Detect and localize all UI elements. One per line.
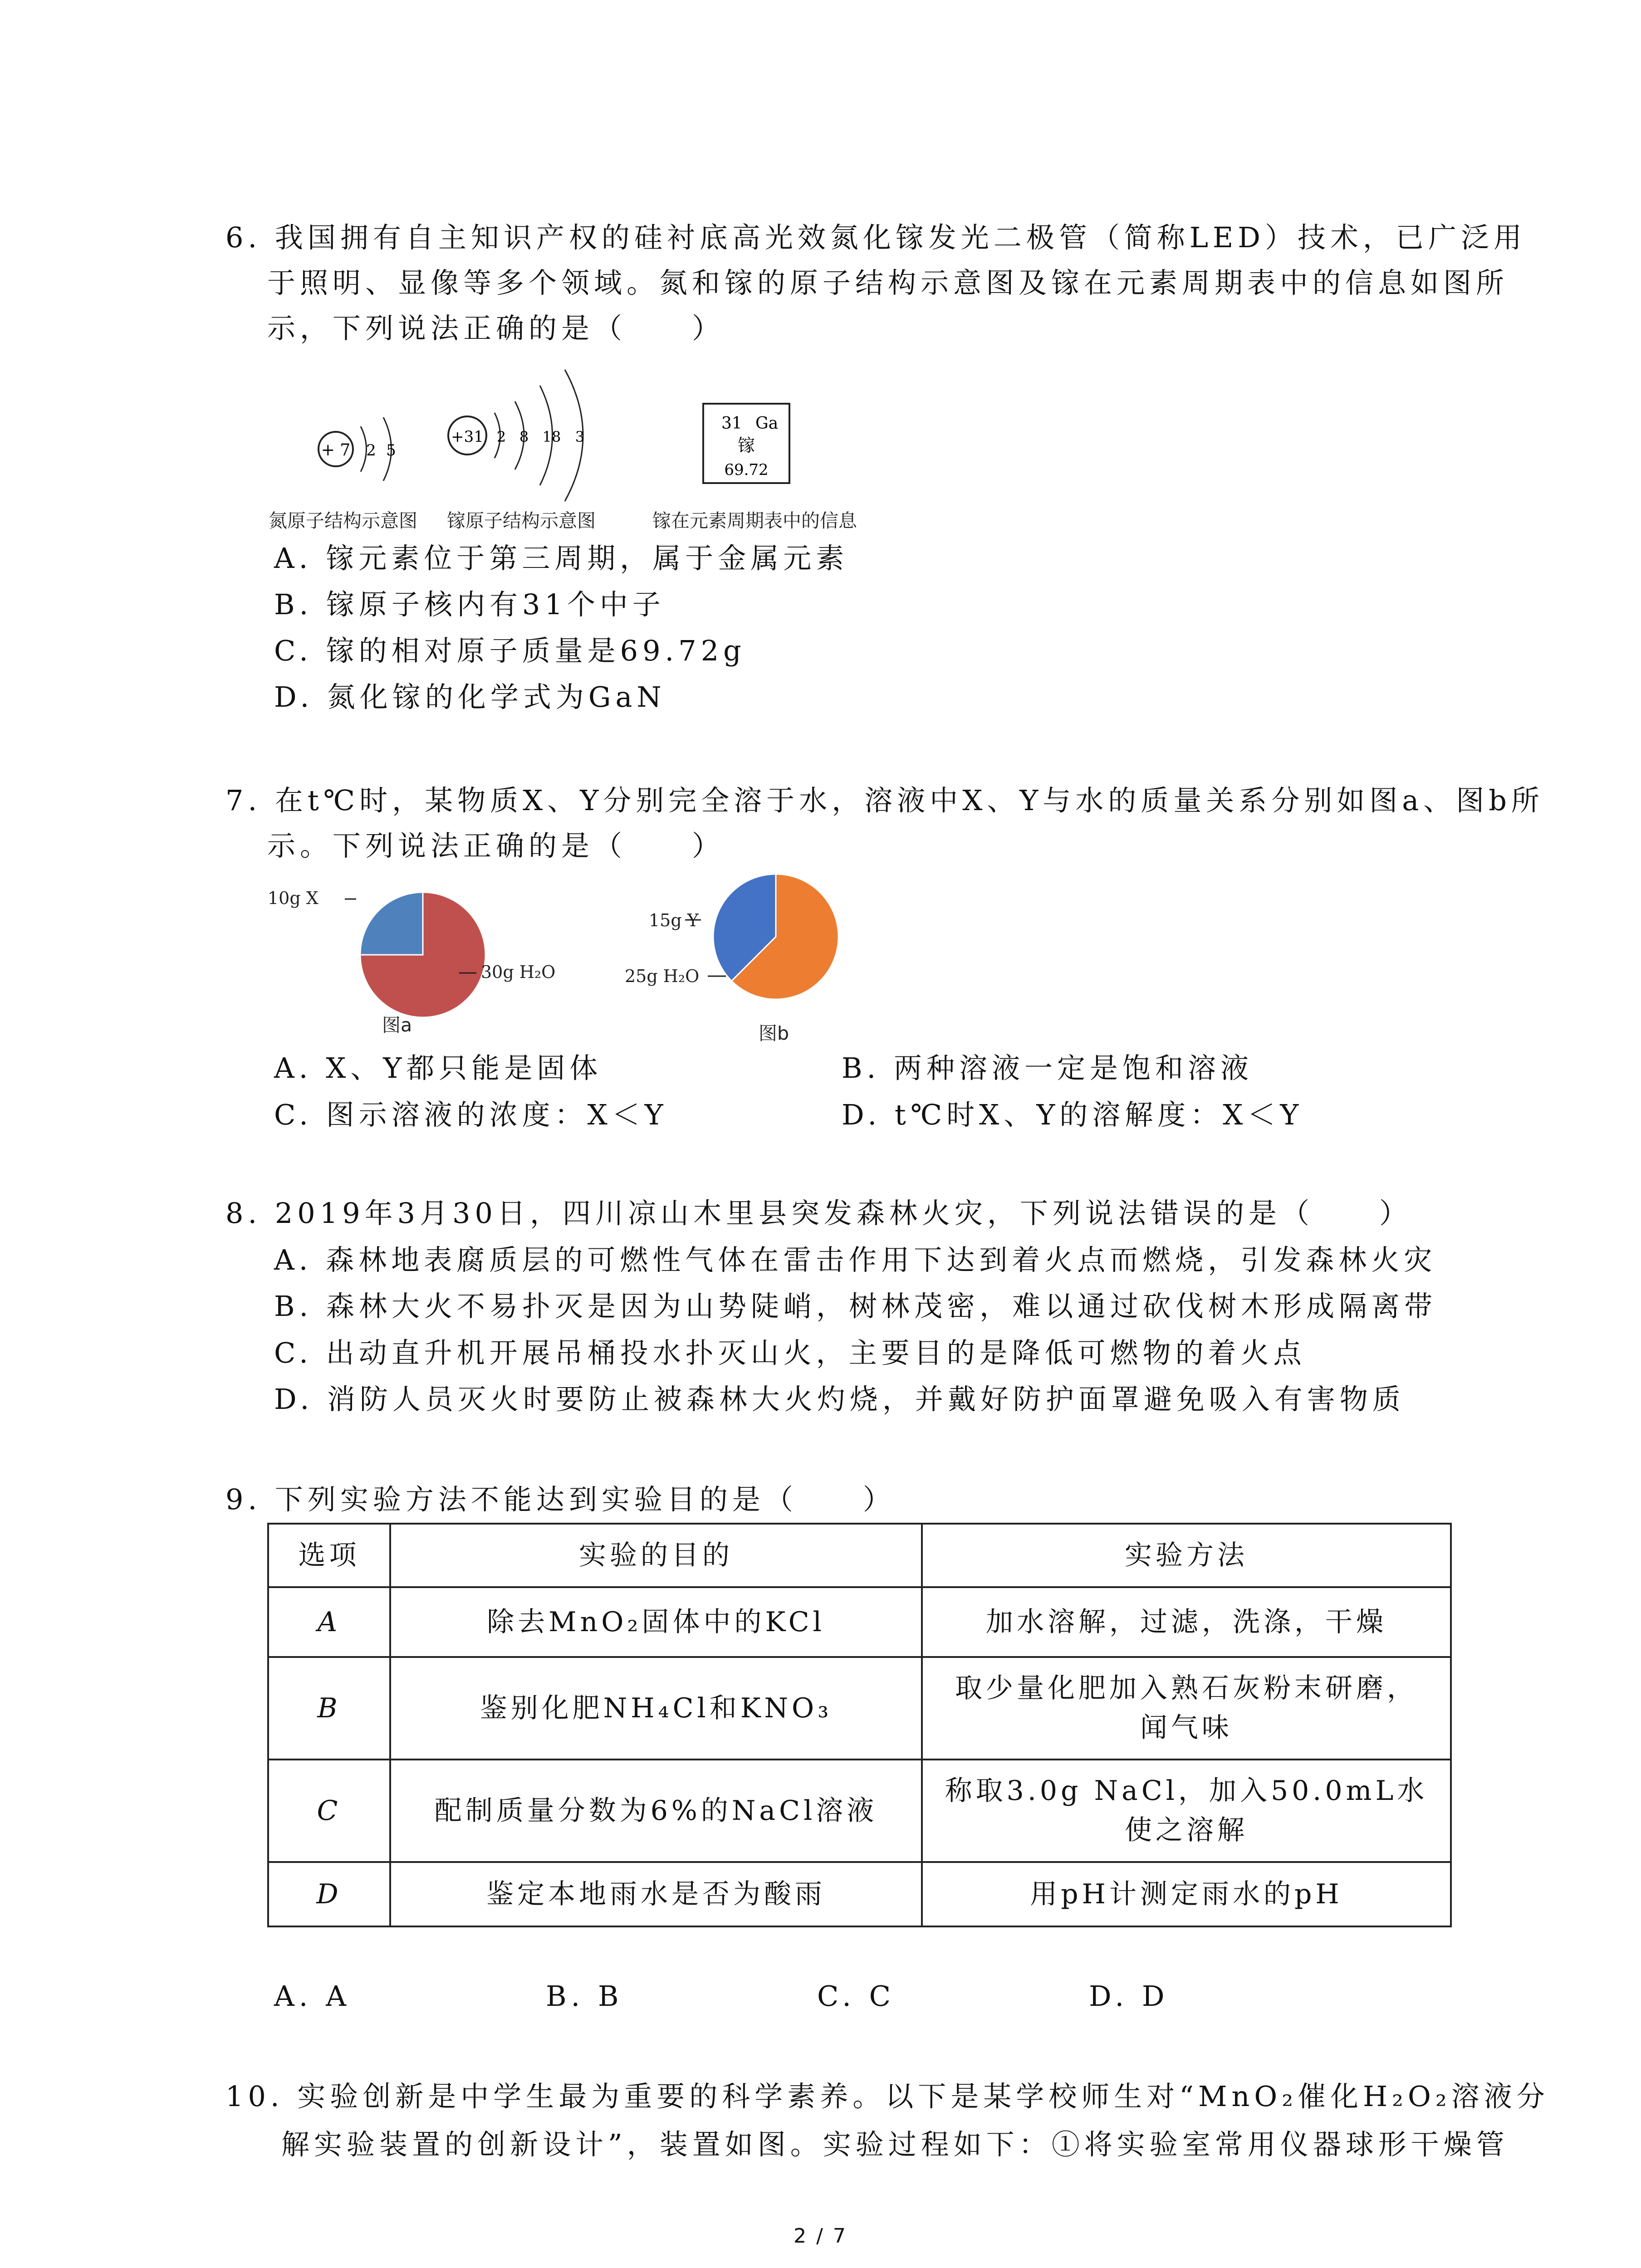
element-atomic-number: 31	[721, 414, 742, 433]
q9-row-c-method	[922, 1760, 1451, 1862]
nitrogen-nucleus-label: + 7	[321, 441, 351, 459]
element-name: 镓	[737, 435, 755, 455]
element-caption: 镓在元素周期表中的信息	[652, 510, 857, 532]
nitrogen-atom-diagram	[318, 417, 396, 481]
q8-option-d: D. 消防人员灭火时要防止被森林大火灼烧，并戴好防护面罩避免吸入有害物质	[274, 1383, 1405, 1416]
gallium-shell-count-1: 2	[496, 428, 506, 445]
q9-row-d-method	[922, 1862, 1451, 1926]
q10-stem-line-1: 10. 实验创新是中学生最为重要的科学素养。以下是某学校师生对“MnO₂催化H₂O₂溶液分	[225, 2080, 1549, 2113]
q9-row-a-method-line-1: 加水溶解，过滤，洗涤，干燥	[986, 1606, 1387, 1638]
gallium-caption: 镓原子结构示意图	[447, 510, 596, 532]
page-number: 2 / 7	[794, 2224, 847, 2248]
table-row	[268, 1862, 1451, 1926]
pie-a-caption: 图a	[382, 1014, 412, 1036]
q6-option-b: B. 镓原子核内有31个中子	[274, 588, 665, 621]
q7-option-c: C. 图示溶液的浓度：X＜Y	[274, 1098, 668, 1131]
gallium-element-cell	[703, 404, 789, 483]
nitrogen-shell-count-2: 5	[386, 441, 396, 459]
pie-a-label-water: 30g H₂O	[481, 962, 556, 982]
q8-option-a: A. 森林地表腐质层的可燃性气体在雷击作用下达到着火点而燃烧，引发森林火灾	[274, 1243, 1437, 1276]
table-row	[268, 1657, 1451, 1760]
q6-option-c: C. 镓的相对原子质量是69.72g	[274, 634, 746, 667]
pie-chart-b	[617, 871, 871, 1043]
q9-row-c-method-line-1: 称取3.0g NaCl，加入50.0mL水	[945, 1775, 1428, 1807]
q8-option-b: B. 森林大火不易扑灭是因为山势陡峭，树林茂密，难以通过砍伐树木形成隔离带	[274, 1290, 1437, 1323]
q9-row-d-method-line-1: 用pH计测定雨水的pH	[1030, 1878, 1343, 1910]
gallium-shell-count-2: 8	[519, 428, 529, 445]
q9-row-d-purpose: 鉴定本地雨水是否为酸雨	[390, 1862, 922, 1926]
gallium-shell-count-3: 18	[542, 428, 561, 445]
gallium-shell-count-4: 3	[575, 428, 585, 445]
q9-row-b-method-line-2: 闻气味	[1140, 1712, 1233, 1744]
pie-b-label-solute: 15g Y	[649, 910, 699, 930]
q9-row-a-method	[922, 1587, 1451, 1657]
q7-stem-line-2: 示。下列说法正确的是（ ）	[267, 829, 725, 862]
q9-option-d: D. D	[1089, 1980, 1169, 2013]
gallium-nucleus-label: +31	[451, 428, 484, 446]
element-atomic-mass: 69.72	[724, 461, 769, 479]
nitrogen-shell-1	[361, 426, 367, 472]
q7-stem-line-1: 7. 在t℃时，某物质X、Y分别完全溶于水，溶液中X、Y与水的质量关系分别如图a、图b所	[225, 784, 1544, 817]
q7-option-b: B. 两种溶液一定是饱和溶液	[842, 1051, 1253, 1085]
table-row	[268, 1760, 1451, 1862]
q9-table-header-row	[268, 1524, 1451, 1587]
pie-a-slice-solute	[360, 892, 423, 955]
q9-row-c-option: C	[268, 1760, 390, 1862]
q9-option-c: C. C	[817, 1980, 896, 2013]
q9-row-b-method	[922, 1657, 1451, 1760]
q6-option-d: D. 氮化镓的化学式为GaN	[274, 680, 666, 714]
gallium-atom-diagram	[448, 370, 584, 501]
q9-row-a-option: A	[268, 1587, 390, 1657]
q6-option-a: A. 镓元素位于第三周期，属于金属元素	[274, 542, 849, 575]
q9-row-c-method-line-2: 使之溶解	[1125, 1814, 1248, 1846]
q9-table	[267, 1523, 1452, 1927]
q8-stem: 8. 2019年3月30日，四川凉山木里县突发森林火灾，下列说法错误的是（ ）	[225, 1197, 1412, 1230]
q9-row-d-option: D	[268, 1862, 390, 1926]
q9-stem: 9. 下列实验方法不能达到实验目的是（ ）	[225, 1483, 896, 1516]
q6-stem-line-2: 于照明、显像等多个领域。氮和镓的原子结构示意图及镓在元素周期表中的信息如图所	[267, 266, 1509, 299]
nitrogen-caption: 氮原子结构示意图	[269, 510, 417, 532]
q9-option-a: A. A	[274, 1980, 351, 2013]
q9-row-b-option: B	[268, 1657, 390, 1760]
q9-row-b-purpose: 鉴别化肥NH₄Cl和KNO₃	[390, 1657, 922, 1760]
element-symbol: Ga	[755, 414, 779, 433]
q7-option-d: D. t℃时X、Y的溶解度：X＜Y	[842, 1098, 1303, 1131]
q9-row-c-purpose: 配制质量分数为6%的NaCl溶液	[390, 1760, 922, 1862]
pie-b-caption: 图b	[759, 1022, 789, 1044]
q9-row-b-method-line-1: 取少量化肥加入熟石灰粉末研磨，	[955, 1672, 1418, 1704]
q7-option-a: A. X、Y都只能是固体	[274, 1051, 603, 1085]
q8-option-c: C. 出动直升机开展吊桶投水扑灭山火，主要目的是降低可燃物的着火点	[274, 1336, 1306, 1369]
table-row	[268, 1587, 1451, 1657]
q9-header-method: 实验方法	[922, 1524, 1451, 1587]
q6-stem-line-3: 示，下列说法正确的是（ ）	[267, 312, 725, 345]
q9-header-option: 选项	[268, 1524, 390, 1587]
pie-b-label-water: 25g H₂O	[625, 966, 700, 986]
q9-option-b: B. B	[546, 1980, 623, 2013]
q6-stem-line-1: 6. 我国拥有自主知识产权的硅衬底高光效氮化镓发光二极管（简称LED）技术，已广泛用	[225, 221, 1527, 254]
nitrogen-shell-count-1: 2	[366, 441, 376, 459]
q9-header-purpose: 实验的目的	[390, 1524, 922, 1587]
pie-a-label-solute: 10g X	[268, 888, 318, 908]
q9-row-a-purpose: 除去MnO₂固体中的KCl	[390, 1587, 922, 1657]
q10-stem-line-2: 解实验装置的创新设计”，装置如图。实验过程如下：①将实验室常用仪器球形干燥管	[281, 2128, 1509, 2161]
